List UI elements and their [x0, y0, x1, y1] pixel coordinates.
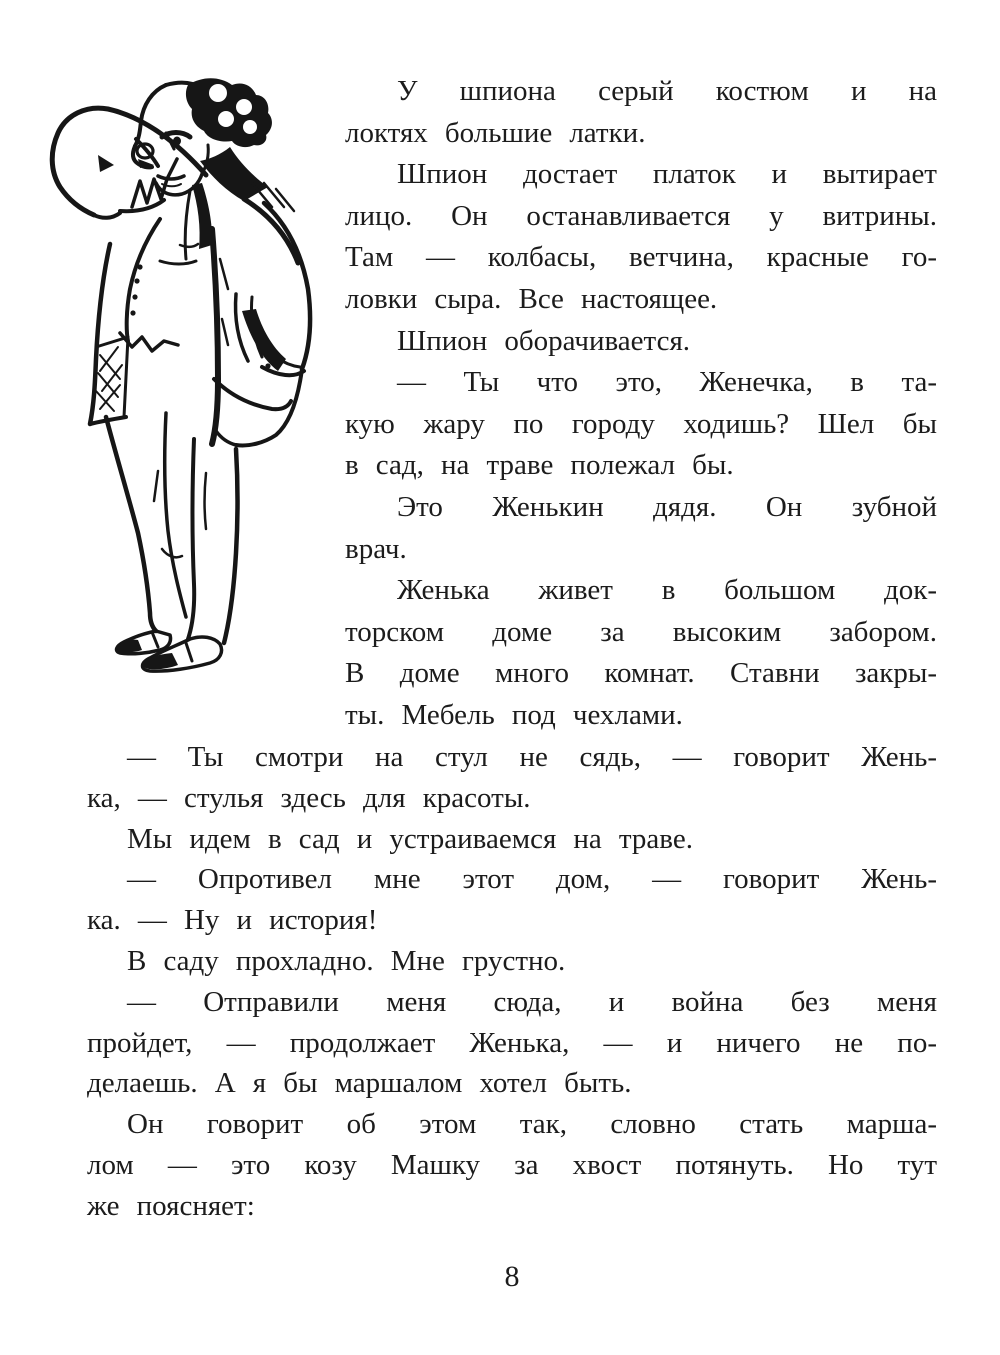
text-line: Женька живет в большом док-: [397, 574, 937, 607]
text-line: ловки сыра. Все настоящее.: [345, 282, 718, 315]
text-line: делаешь. А я бы маршалом хотел быть.: [87, 1067, 632, 1100]
text-line: ка, — стулья здесь для красоты.: [87, 781, 531, 814]
text-line: ка. — Ну и история!: [87, 904, 378, 937]
story-text-full: [87, 737, 937, 1227]
text-line: У шпиона серый костюм и на: [397, 75, 937, 107]
text-line: Он говорит об этом так, словно стать марша-: [127, 1108, 937, 1141]
man-illustration-drawing: [40, 78, 340, 700]
text-line: лом — это козу Машку за хвост потянуть. Но тут: [87, 1148, 937, 1181]
text-line: же поясняет:: [87, 1189, 255, 1222]
text-line: — Отправили меня сюда, и война без меня: [127, 985, 937, 1018]
text-line: врач.: [345, 532, 407, 565]
text-line: В саду прохладно. Мне грустно.: [127, 944, 566, 977]
text-line: — Ты смотри на стул не сядь, — говорит Жень-: [127, 741, 937, 773]
text-line: Мы идем в сад и устраиваемся на траве.: [127, 822, 693, 855]
text-line: Шпион достает платок и вытирает: [397, 158, 937, 191]
text-line: пройдет, — продолжает Женька, — и ничего не по-: [87, 1026, 937, 1059]
page-number: 8: [504, 1260, 520, 1293]
text-line: в сад, на траве полежал бы.: [345, 449, 734, 482]
text-line: кую жару по городу ходишь? Шел бы: [345, 407, 937, 440]
text-line: — Ты что это, Женечка, в та-: [397, 366, 937, 399]
text-line: локтях большие латки.: [345, 116, 646, 149]
text-line: торском доме за высоким забором.: [345, 615, 937, 648]
text-line: Это Женькин дядя. Он зубной: [397, 490, 937, 523]
story-text-column: [345, 71, 937, 737]
text-line: лицо. Он останавливается у витрины.: [345, 199, 937, 232]
text-line: ты. Мебель под чехлами.: [345, 698, 683, 731]
text-line: Шпион оборачивается.: [397, 324, 691, 357]
text-line: — Опротивел мне этот дом, — говорит Жень-: [127, 863, 937, 896]
text-line: В доме много комнат. Ставни закры-: [345, 657, 937, 690]
man-illustration: [40, 78, 340, 700]
text-line: Там — колбасы, ветчина, красные го-: [345, 241, 937, 274]
